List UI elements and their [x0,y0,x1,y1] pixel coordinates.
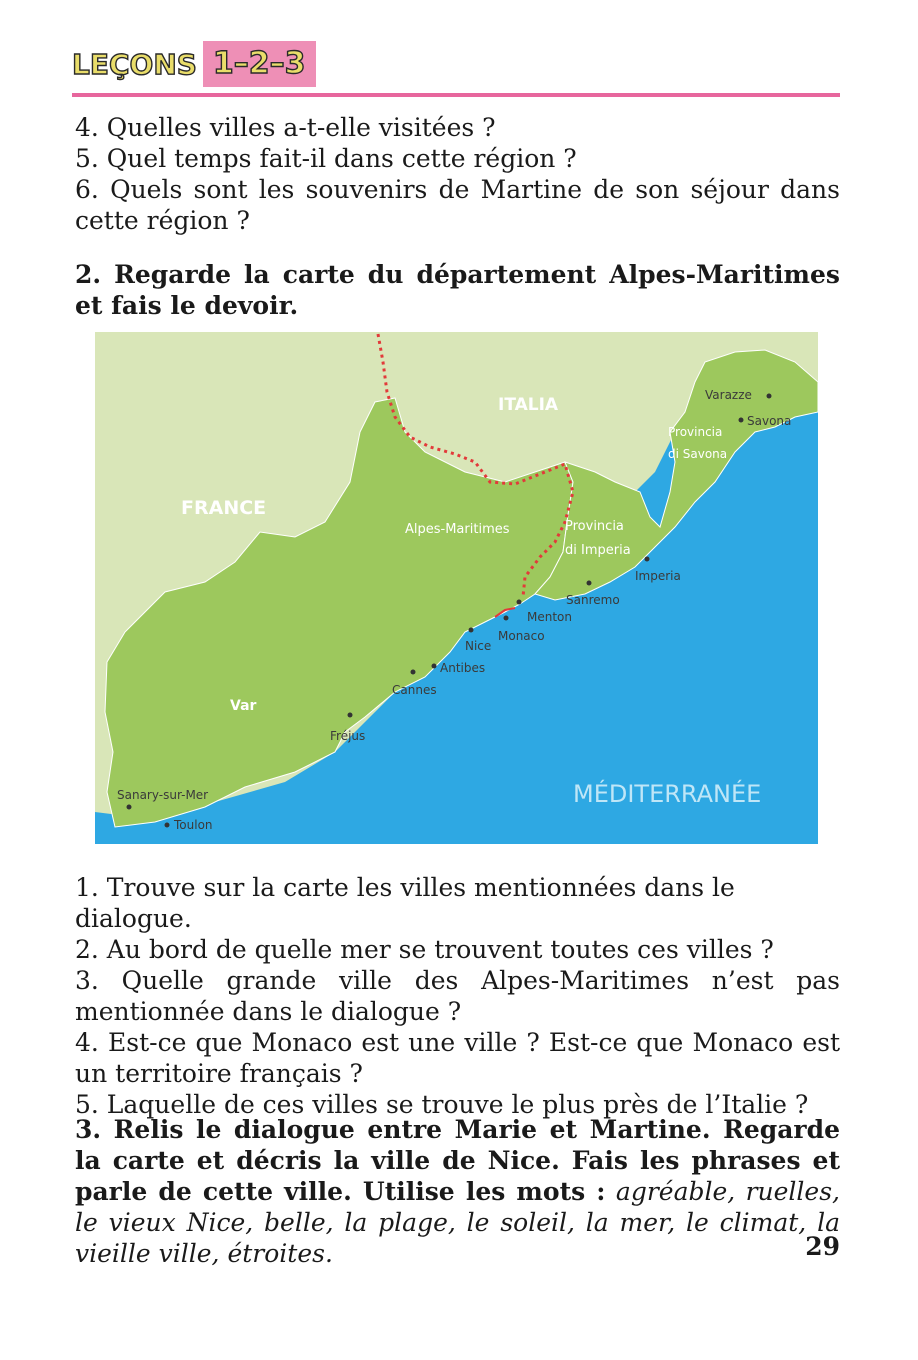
city-menton: Menton [527,610,572,624]
label-imperia-province-2: di Imperia [565,543,631,558]
exercise-3-instruction: 3. Relis le dialogue entre Marie et Martine. Regarde la carte et décris la ville de Nice. Fais les phrases et parle de cette ville. Utilise les mots : [75,1115,840,1206]
label-alpes-maritimes: Alpes-Maritimes [405,522,510,537]
marker-toulon [165,823,170,828]
ex2-question-3: 3. Quelle grande ville des Alpes-Maritimes n’est pas mentionnée dans le dialogue ? [75,966,840,1026]
marker-cannes [411,670,416,675]
top-questions [75,112,840,236]
question-4: 4. Quelles villes a-t-elle visitées ? [75,113,496,142]
marker-antibes [432,664,437,669]
ex2-question-2: 2. Au bord de quelle mer se trouvent toutes ces villes ? [75,935,774,964]
label-sea: MÉDITERRANÉE [573,780,762,808]
city-imperia: Imperia [635,569,681,583]
label-savona-province-2: di Savona [668,447,728,461]
city-toulon: Toulon [174,818,213,832]
label-france: FRANCE [181,497,267,519]
city-cannes: Cannes [392,683,437,697]
lesson-numbers-badge: 1–2–3 [203,41,316,87]
marker-menton [517,600,522,605]
exercise-3-words: agréable, ruelles, le vieux Nice, belle, la plage, le soleil, la mer, le climat, la vieille ville, étroites. [75,1177,840,1268]
city-antibes: Antibes [440,661,486,675]
label-savona-province-1: Provincia [668,425,723,439]
page-number: 29 [805,1232,840,1261]
exercise-2-questions [75,872,840,1120]
marker-sanremo [587,581,592,586]
city-frejus: Fréjus [330,729,366,743]
label-var: Var [230,698,257,714]
city-varazze: Varazze [705,388,752,402]
map-svg [95,332,818,844]
ex2-question-1: 1. Trouve sur la carte les villes mentionnées dans le dialogue. [75,873,735,933]
marker-varazze [767,394,772,399]
marker-imperia [645,557,650,562]
city-sanremo: Sanremo [566,593,620,607]
city-sanary: Sanary-sur-Mer [117,788,209,802]
city-monaco: Monaco [498,629,545,643]
marker-sanary [127,805,132,810]
marker-nice [469,628,474,633]
marker-frejus [348,713,353,718]
city-nice: Nice [465,639,492,653]
exercise-3 [75,1114,840,1269]
ex2-question-5: 5. Laquelle de ces villes se trouve le plus près de l’Italie ? [75,1090,809,1119]
question-6: 6. Quels sont les souvenirs de Martine de son séjour dans cette région ? [75,175,840,235]
header-rule [72,93,840,97]
marker-monaco [504,616,509,621]
lesson-title: LEÇONS [72,47,197,81]
ex2-question-4: 4. Est-ce que Monaco est une ville ? Est-ce que Monaco est un territoire français ? [75,1028,840,1088]
lesson-header [72,40,316,88]
city-savona: Savona [747,414,792,428]
map-alpes-maritimes [95,332,818,844]
exercise-2-instruction: 2. Regarde la carte du département Alpes-Maritimes et fais le devoir. [75,260,840,320]
label-italia: ITALIA [498,395,559,415]
label-imperia-province-1: Provincia [565,519,624,534]
question-5: 5. Quel temps fait-il dans cette région ? [75,144,577,173]
marker-savona [739,418,744,423]
